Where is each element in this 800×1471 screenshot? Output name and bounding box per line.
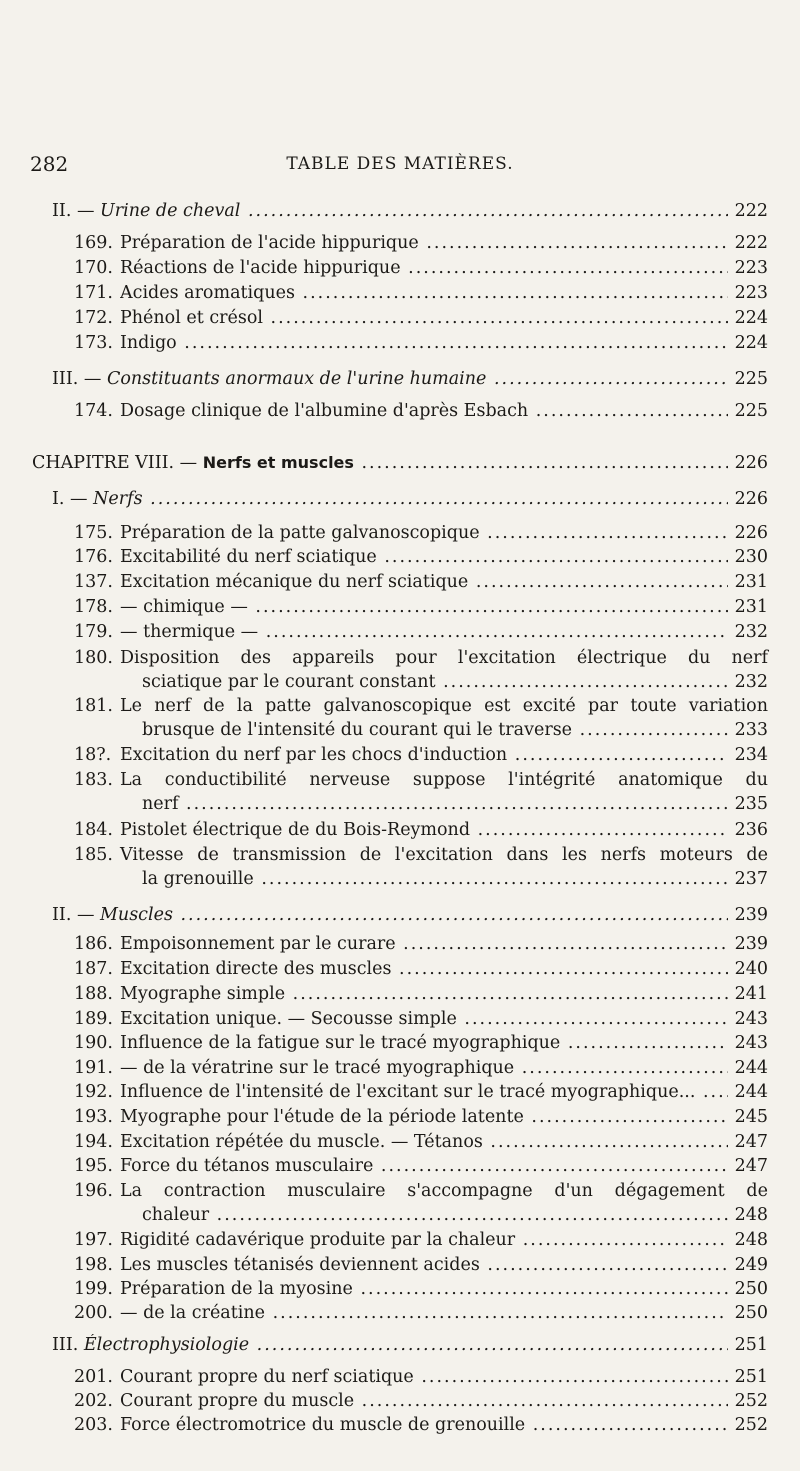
entry-title: Courant propre du nerf sciatique ..... <box>120 1366 728 1388</box>
entry-title <box>52 488 728 510</box>
toc-entry <box>74 1278 768 1300</box>
entry-title: Excitation du nerf par les chocs d'induction ..... <box>120 744 728 766</box>
entry-page-number: 247 <box>734 1156 768 1176</box>
entry-title: Excitation unique. — Secousse simple ..... <box>120 1008 728 1030</box>
entry-number: 190. <box>74 1033 113 1053</box>
entry-page-number: 225 <box>734 369 768 389</box>
toc-entry <box>74 1131 768 1153</box>
entry-title: Préparation de l'acide hippurique ..... <box>120 232 728 254</box>
entry-title: Indigo ..... <box>120 332 728 354</box>
toc-entry-continuation <box>142 868 768 890</box>
toc-entry <box>74 819 768 841</box>
entry-number: 178. <box>74 597 113 617</box>
entry-page-number: 231 <box>734 572 768 592</box>
entry-page-number: 248 <box>734 1205 768 1225</box>
toc-entry <box>74 1366 768 1388</box>
entry-page-number: 224 <box>734 308 768 328</box>
entry-page-number: 250 <box>734 1303 768 1323</box>
entry-title: Empoisonnement par le curare ..... <box>120 933 728 955</box>
entry-title-line: nerf ..... <box>142 793 728 815</box>
entry-number: 198. <box>74 1255 113 1275</box>
entry-prefix: II. — <box>52 201 101 221</box>
toc-entry <box>74 1155 768 1177</box>
entry-title: — de la créatine ..... <box>120 1302 728 1324</box>
page-header <box>30 152 770 182</box>
entry-title <box>52 368 728 390</box>
entry-title: Préparation de la patte galvanoscopique ..... <box>120 522 728 544</box>
entry-number: 183. <box>74 770 113 790</box>
toc-entry <box>74 695 768 717</box>
entry-number: 193. <box>74 1107 113 1127</box>
toc-entry-continuation <box>142 719 768 741</box>
entry-page-number: 230 <box>734 547 768 567</box>
entry-title: Force du tétanos musculaire ..... <box>120 1155 728 1177</box>
entry-page-number: 234 <box>734 745 768 765</box>
toc-entry <box>74 1008 768 1030</box>
entry-number: 173. <box>74 333 113 353</box>
entry-title: Les muscles tétanisés deviennent acides ..... <box>120 1254 728 1276</box>
entry-title-line: la grenouille ..... <box>142 868 728 890</box>
entry-number: 200. <box>74 1303 113 1323</box>
entry-page-number: 244 <box>734 1058 768 1078</box>
entry-page-number: 251 <box>734 1335 768 1355</box>
entry-title <box>32 452 728 474</box>
entry-page-number: 226 <box>734 523 768 543</box>
entry-number: 172. <box>74 308 113 328</box>
entry-title-line: La contraction musculaire s'accompagne d'un dégagement de <box>120 1181 768 1201</box>
entry-page-number: 245 <box>734 1107 768 1127</box>
section-heading <box>52 200 768 222</box>
entry-title: Excitation mécanique du nerf sciatique ..... <box>120 571 728 593</box>
entry-number: 199. <box>74 1279 113 1299</box>
entry-number: 171. <box>74 283 113 303</box>
entry-prefix: III. <box>52 1335 84 1355</box>
entry-number: 175. <box>74 523 113 543</box>
toc-entry <box>74 1390 768 1412</box>
entry-page-number: 249 <box>734 1255 768 1275</box>
entry-page-number: 248 <box>734 1230 768 1250</box>
section-heading <box>52 488 768 510</box>
toc-entry <box>74 1081 768 1103</box>
entry-number: 188. <box>74 984 113 1004</box>
entry-title: — thermique — ..... <box>120 621 728 643</box>
entry-title: Influence de la fatigue sur le tracé myographique ..... <box>120 1032 728 1054</box>
toc-entry <box>74 257 768 279</box>
entry-number: 197. <box>74 1230 113 1250</box>
entry-title-line: La conductibilité nerveuse suppose l'intégrité anatomique du <box>120 770 768 790</box>
entry-label: Muscles <box>100 905 173 925</box>
entry-title: Excitabilité du nerf sciatique ..... <box>120 546 728 568</box>
entry-label: Nerfs <box>93 489 143 509</box>
entry-page-number: 231 <box>734 597 768 617</box>
entry-page-number: 250 <box>734 1279 768 1299</box>
entry-number: 180. <box>74 648 113 668</box>
entry-number: 195. <box>74 1156 113 1176</box>
entry-title-line: Vitesse de transmission de l'excitation dans les nerfs moteurs de <box>120 845 768 865</box>
entry-title <box>52 1334 728 1356</box>
entry-number: 137. <box>74 572 113 592</box>
entry-page-number: 243 <box>734 1033 768 1053</box>
entry-page-number: 240 <box>734 959 768 979</box>
entry-number: 174. <box>74 401 113 421</box>
entry-page-number: 247 <box>734 1132 768 1152</box>
entry-title: — de la vératrine sur le tracé myographique ..... <box>120 1057 728 1079</box>
entry-page-number: 244 <box>734 1082 768 1102</box>
toc-entry <box>74 769 768 791</box>
toc-entry-continuation <box>142 793 768 815</box>
entry-page-number: 235 <box>734 794 768 814</box>
entry-label: Constituants anormaux de l'urine humaine <box>106 369 487 389</box>
entry-title: Dosage clinique de l'albumine d'après Esbach ..... <box>120 400 728 422</box>
toc-entry <box>74 1229 768 1251</box>
entry-title: Pistolet électrique de du Bois-Reymond ..... <box>120 819 728 841</box>
toc-entry <box>74 571 768 593</box>
entry-title: Phénol et crésol ..... <box>120 307 728 329</box>
entry-number: 202. <box>74 1391 113 1411</box>
entry-page-number: 252 <box>734 1391 768 1411</box>
toc-entry-continuation <box>142 671 768 693</box>
entry-page-number: 223 <box>734 283 768 303</box>
entry-title: Myographe simple ..... <box>120 983 728 1005</box>
toc-entry <box>74 1106 768 1128</box>
toc-entry <box>74 933 768 955</box>
entry-number: 186. <box>74 934 113 954</box>
entry-number: 176. <box>74 547 113 567</box>
section-heading <box>52 904 768 926</box>
toc-entry <box>74 1254 768 1276</box>
entry-number: 196. <box>74 1181 113 1201</box>
entry-page-number: 252 <box>734 1415 768 1435</box>
toc-entry <box>74 621 768 643</box>
toc-entry <box>74 232 768 254</box>
entry-page-number: 226 <box>734 453 768 473</box>
entry-page-number: 232 <box>734 672 768 692</box>
entry-label: Électrophysiologie <box>83 1335 250 1355</box>
toc-entry <box>74 307 768 329</box>
entry-label: Urine de cheval <box>100 201 241 221</box>
entry-title: Acides aromatiques ..... <box>120 282 728 304</box>
entry-number: 169. <box>74 233 113 253</box>
entry-title-line: Disposition des appareils pour l'excitation électrique du nerf <box>120 648 768 668</box>
entry-title: Force électromotrice du muscle de grenouille ..... <box>120 1414 728 1436</box>
entry-title: Excitation directe des muscles ..... <box>120 958 728 980</box>
section-heading <box>52 1334 768 1356</box>
toc-entry <box>74 958 768 980</box>
entry-page-number: 222 <box>734 233 768 253</box>
entry-title <box>52 200 728 222</box>
chapter-heading <box>32 452 768 474</box>
entry-title: Myographe pour l'étude de la période latente ..... <box>120 1106 728 1128</box>
entry-page-number: 237 <box>734 869 768 889</box>
toc-entry <box>74 596 768 618</box>
entry-prefix: III. — <box>52 369 107 389</box>
entry-page-number: 232 <box>734 622 768 642</box>
entry-title: Réactions de l'acide hippurique ..... <box>120 257 728 279</box>
entry-title <box>52 904 728 926</box>
toc-entry <box>74 744 768 766</box>
entry-label: Nerfs et muscles <box>202 453 354 472</box>
page-number: 282 <box>30 152 69 176</box>
entry-page-number: 239 <box>734 905 768 925</box>
entry-number: 184. <box>74 820 113 840</box>
toc-entry-continuation <box>142 1204 768 1226</box>
entry-number: 201. <box>74 1367 113 1387</box>
entry-page-number: 233 <box>734 720 768 740</box>
toc-entry <box>74 400 768 422</box>
entry-number: 191. <box>74 1058 113 1078</box>
entry-page-number: 239 <box>734 934 768 954</box>
entry-prefix: CHAPITRE VIII. — <box>32 453 203 473</box>
entry-number: 192. <box>74 1082 113 1102</box>
entry-prefix: II. — <box>52 905 101 925</box>
entry-page-number: 225 <box>734 401 768 421</box>
entry-title-line: sciatique par le courant constant ..... <box>142 671 728 693</box>
entry-title: Rigidité cadavérique produite par la chaleur ..... <box>120 1229 728 1251</box>
entry-page-number: 251 <box>734 1367 768 1387</box>
toc-entry <box>74 1057 768 1079</box>
entry-number: 181. <box>74 696 113 716</box>
toc-entry <box>74 983 768 1005</box>
running-title: TABLE DES MATIÈRES. <box>286 154 514 174</box>
toc-entry <box>74 1302 768 1324</box>
entry-number: 18?. <box>74 745 112 765</box>
entry-number: 194. <box>74 1132 113 1152</box>
entry-title-line: brusque de l'intensité du courant qui le traverse ..... <box>142 719 728 741</box>
toc-entry <box>74 844 768 866</box>
entry-page-number: 241 <box>734 984 768 1004</box>
entry-prefix: I. — <box>52 489 94 509</box>
entry-page-number: 222 <box>734 201 768 221</box>
entry-page-number: 236 <box>734 820 768 840</box>
entry-title: Excitation répétée du muscle. — Tétanos ..... <box>120 1131 728 1153</box>
entry-title-line: Le nerf de la patte galvanoscopique est excité par toute variation <box>120 696 768 716</box>
entry-number: 203. <box>74 1415 113 1435</box>
toc-entry <box>74 1180 768 1202</box>
entry-title: Préparation de la myosine ..... <box>120 1278 728 1300</box>
toc-entry <box>74 1414 768 1436</box>
entry-number: 170. <box>74 258 113 278</box>
entry-title: Influence de l'intensité de l'excitant sur le tracé myographique... ..... <box>120 1081 728 1103</box>
entry-title: — chimique — ..... <box>120 596 728 618</box>
entry-page-number: 223 <box>734 258 768 278</box>
entry-page-number: 243 <box>734 1009 768 1029</box>
toc-entry <box>74 282 768 304</box>
toc-entry <box>74 522 768 544</box>
entry-number: 179. <box>74 622 113 642</box>
entry-title-line: chaleur ..... <box>142 1204 728 1226</box>
toc-entry <box>74 546 768 568</box>
entry-page-number: 224 <box>734 333 768 353</box>
entry-number: 187. <box>74 959 113 979</box>
toc-entry <box>74 647 768 669</box>
toc-entry <box>74 1032 768 1054</box>
entry-title: Courant propre du muscle ..... <box>120 1390 728 1412</box>
toc-entry <box>74 332 768 354</box>
entry-number: 189. <box>74 1009 113 1029</box>
entry-page-number: 226 <box>734 489 768 509</box>
entry-number: 185. <box>74 845 113 865</box>
section-heading <box>52 368 768 390</box>
